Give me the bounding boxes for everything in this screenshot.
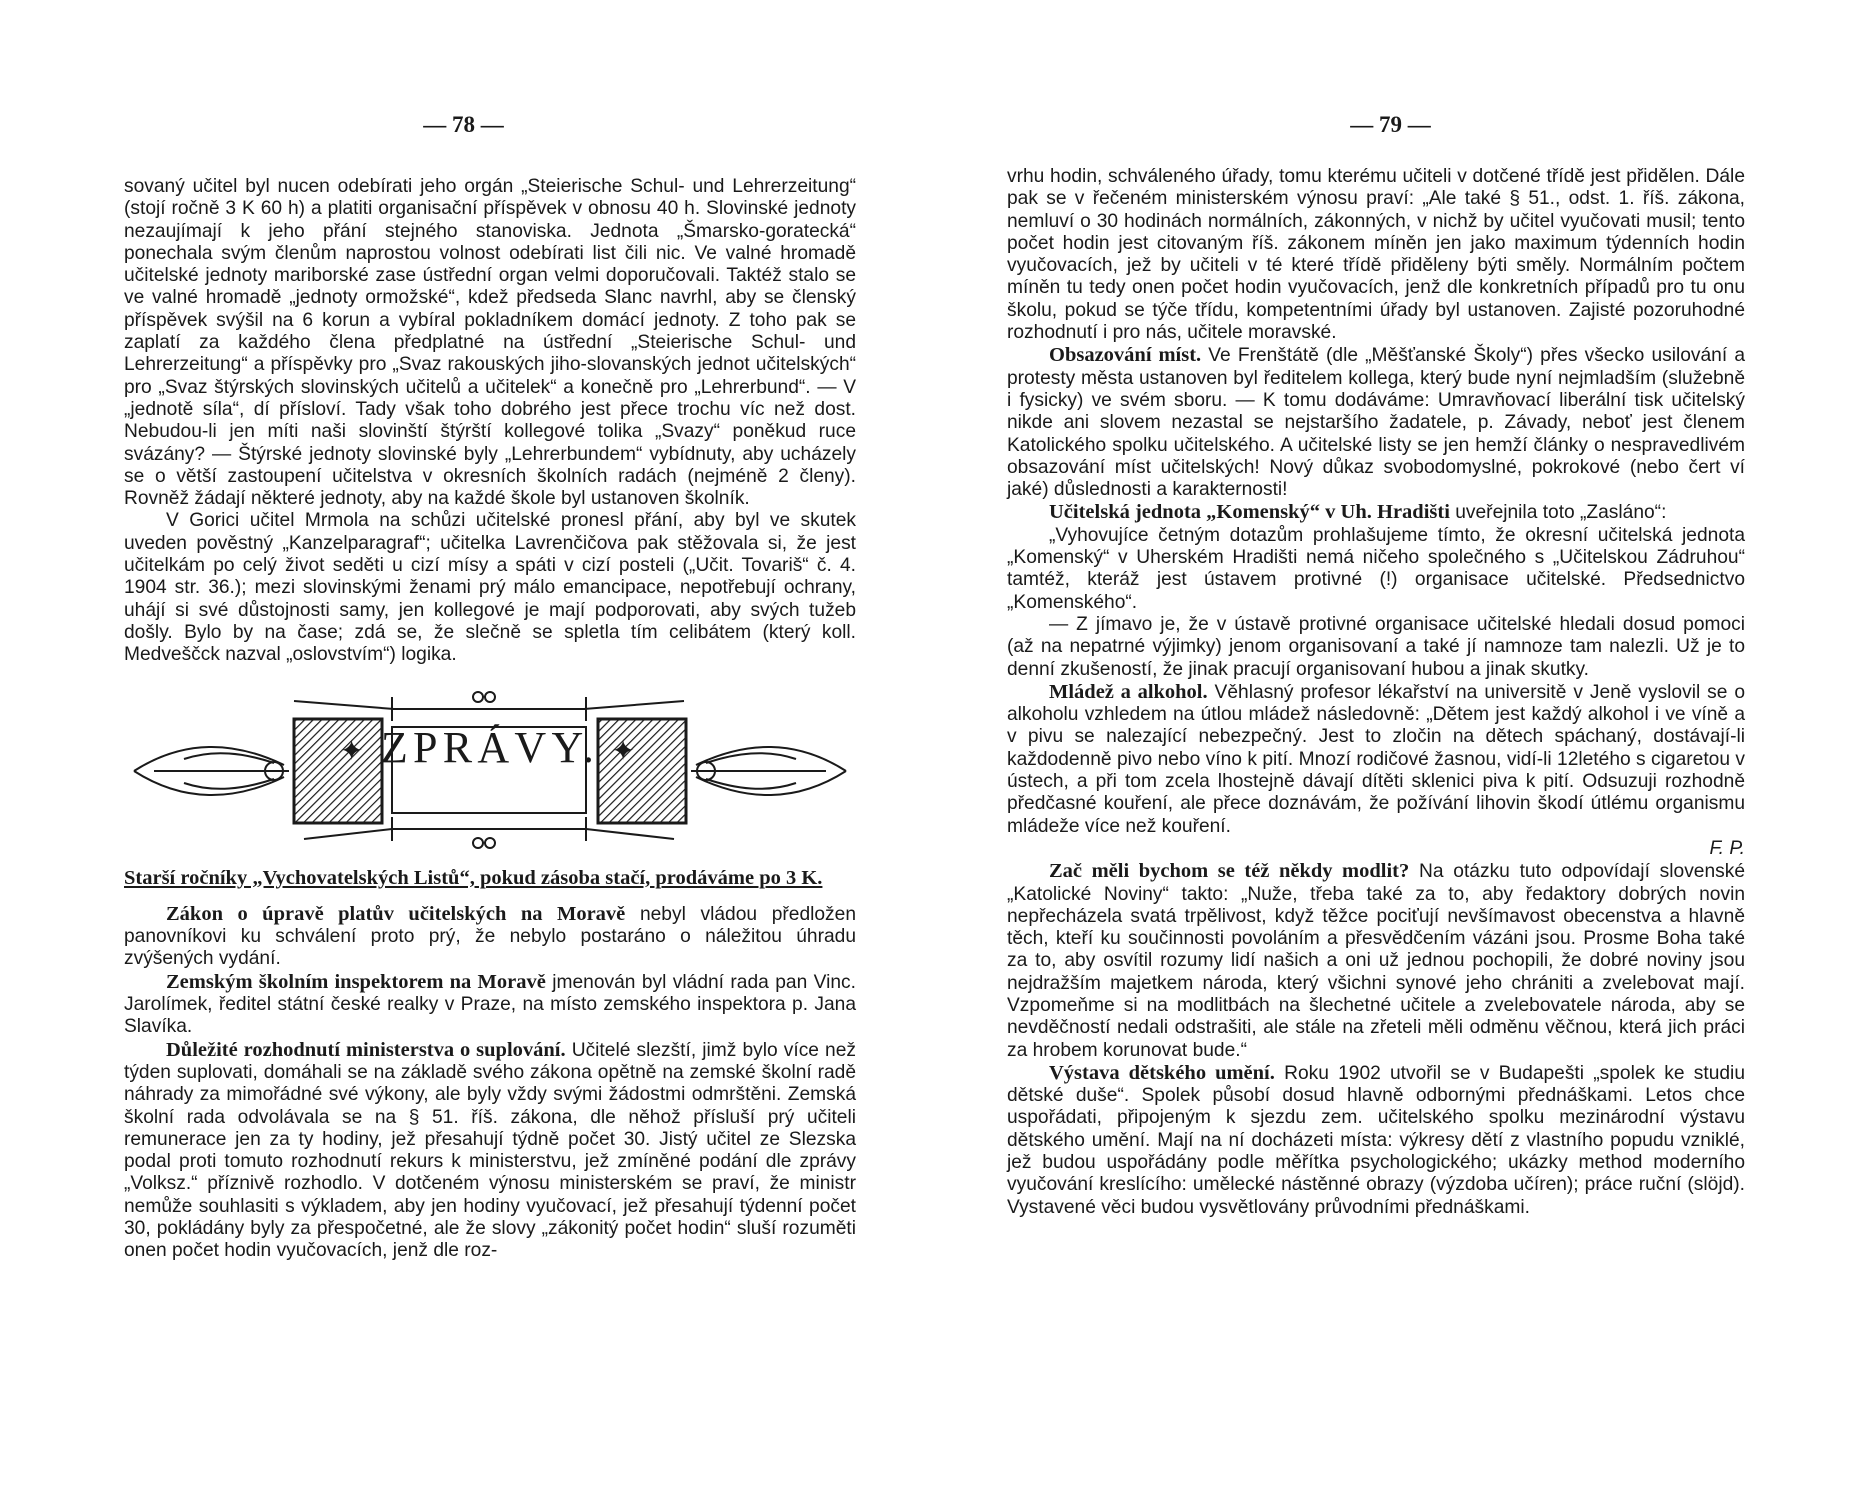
news-item: Zákon o úpravě platův učitelských na Moravě nebyl vládou předložen panovníkovi ku schválení proto prý, že nebylo postaráno o náležitou úhradu zvýšených vydání. [124,902,856,970]
right-page [927,0,1854,1500]
paragraph: vrhu hodin, schváleného úřady, tomu kterému učiteli v dotčené třídě jest přidělen. Dále pak se v řečeném ministerském výnosu praví: „Ale také § 51., odst. 1. říš. zákona, nemluví o 30 hodinách normálních, zákonných, v nichž by učitel vyučovati musil; tento počet hodin jest citovaným říš. zákonem míněn jen jako maximum týdenních hodin vyučovacích, jež by učiteli v té které třídě přiděleny býti směly. Normálním počtem míněn tu tedy onen počet hodin vyučovacích, jenž dle konkretních případů pro tu onu školu, pokud se týče třídu, kompetentními úřady byl ustanoven. Zajisté pozoruhodné rozhodnutí i pro nás, učitele moravské. [1007,166,1745,344]
text-column [1007,166,1745,1219]
author-signature: F. P. [1709,837,1745,859]
news-item: Učitelská jednota „Komenský“ v Uh. Hradišti uveřejnila toto „Zasláno“: [1049,501,1667,524]
news-item: Zač měli bychom se též někdy modlit? Na otázku tuto odpovídají slovenské „Katolické Noviny“ takto: „Nuže, třeba také za to, aby ředaktory dobrých novin nepřecházela svatá trpělivost, když těžce pociťují nevšímavost obecenstva a hlavně těch, kteří ku součinnosti povoláním a přesvědčením vázáni jsou. Prosme Boha také za to, aby osvítil rozumy lidí našich a oni už jednou pochopili, že dobré noviny jsou nejdražším majetkem národa, který všichni synové jeho chrániti a zvelebovat mají. Vzpomeňme si na modlitbách na šlechetné učitele a zvelebovatele národa, aby se nevděčností nedali odstrašiti, ale stále na zřeteli měli odměnu věčnou, která jich práci za hrobem korunovat bude.“ [1007,860,1745,1061]
section-title: ✦ ZPRÁVY. ✦ [339,722,641,772]
news-item: Obsazování míst. Ve Frenštátě (dle „Měšťanské Školy“) přes všecko usilování a protesty města ustanoven byl ředitelem kollega, který bude nyní nejmladším (služebně i fysicky) ve svém sboru. — K tomu dodáváme: Umravňovací liberální tisk učitelský nikde ani slovem nezastal se nejstaršího žadatele, p. Závady, neboť jest členem Katolického spolku učitelského. A učitelské listy se jen hemží články o nespravedlivém obsazování míst učitelských! Nový důkaz svobodomyslné, pokrokové (nebo čert ví jaké) důslednosti a karakternosti! [1007,344,1745,501]
news-item: Důležité rozhodnutí ministerstva o suplování. Učitelé slezští, jimž bylo více než týden suplovati, domáhali se na základě svého zákona opětně na zemské školní radě náhrady za mimořádné své výkony, ale byly vždy svými žádostmi odmrštěni. Zemská školní rada odvolávala se na § 51. říš. zákona, dle něhož přísluší prý učiteli remunerace jen za ty hodiny, jež přesahují týdně počet 30. Jistý učitel ze Slezska podal proti tomuto rozhodnutí rekurs k ministerstvu, jež zmíněné podání dle zprávy „Volksz.“ příznivě rozhodlo. V dotčeném výnosu ministerském se praví, že ministr nemůže souhlasiti s výkladem, aby jen hodiny vyučovací, jež přesahují týdenní počet 30, pokládány byly za přespočetné, ale že slovy „zákonitý počet hodin“ sluší rozuměti onen počet hodin vyučovacích, jenž dle roz- [124,1038,856,1262]
news-item: Zemským školním inspektorem na Moravě jmenován byl vládní rada pan Vinc. Jarolímek, ředitel státní české realky v Praze, na místo zemského inspektora p. Jana Slavíka. [124,970,856,1038]
page-number: — 78 — [423,112,504,137]
page-number: — 79 — [1350,112,1431,137]
section-ornament-banner [124,679,856,861]
paragraph: V Gorici učitel Mrmola na schůzi učitelské pronesl přání, aby byl ve skutek uveden pověstný „Kanzelparagraf“; učitelka Lavrenčičova pak stěžovala si, že jest učitelkám po celý život seděti u cizí mísy a spáti v cizí posteli („Učit. Tovariš“ č. 4. 1904 str. 36.); mezi slovinskými ženami prý málo emancipace, nepotřebují ochrany, uhájí si své důstojnosti samy, jen kollegové je mají podporovati, aby svých tužeb došly. Bylo by na čase; zdá se, že slečně se spletla tím celibátem (který koll. Medveščck nazval „oslovstvím“) logika. [124,510,856,666]
paragraph: — Z jímavo je, že v ústavě protivné organisace učitelské hledali dosud pomoci (až na nepatrné výjimky) jenom organisovaní a také jí namnoze tam nalezli. Už je to denní zkušeností, že jinak pracují organisovaní hubou a jinak skutky. [1007,613,1745,680]
subscription-notice: Starší ročníky „Vychovatelských Listů“, pokud zásoba stačí, prodáváme po 3 K. [124,866,823,889]
quoted-notice: „Vyhovujíce četným dotazům prohlašujeme tímto, že okresní učitelská jednota „Komenský“ v Uherském Hradišti nemá ničeho společného s „Učitelskou Zádruhou“ tamtéž, kteráž jest ústavem protivné (!) organisace učitelské. Předsednictvo „Komenského“. [1007,524,1745,613]
news-item: Mládež a alkohol. Věhlasný profesor lékařství na universitě v Jeně vyslovil se o alkoholu vzhledem na útlou mládež následovně: „Dětem jest každý alkohol i ve víně a v pivu se nalezající nebezpečný. Jest to zločin na dětech spáchaný, dostávají-li každodenně pivo nebo víno k pití. Mnozí rodičové žasnou, vidí-li 12letého s cigaretou v ústech, a při tom zcela lhostejně dávají dítěti sklenici piva k pití. Odsuzuji rozhodně předčasné kouření, ale přece doznávám, že požívání lihovin škodí útlému organismu mládeže více než kouření. [1007,680,1745,837]
news-item: Výstava dětského umění. Roku 1902 utvořil se v Budapešti „spolek ke studiu dětské duše“. Spolek působí dosud hlavně odbornými přednáškami. Letos chce uspořádati, připojeným k sjezdu zem. učitelského spolku mezinárodní výstavu dětského umění. Mají na ní docházeti místa: výkresy dětí z vlastního popudu vzniklé, jež budou uspořádány podle měřítka psychologického; ukázky method moderního vyučování kreslícího: umělecké nástěnné obrazy (výzdoba učíren); práce ruční (slöjd). Vystavené věci budou vysvětlovány průvodními přednáškami. [1007,1061,1745,1218]
paragraph: sovaný učitel byl nucen odebírati jeho orgán „Steierische Schul- und Lehrerzeitung“ (stojí ročně 3 K 60 h) a platiti organisační příspěvek v obnosu 40 h. Slovinské jednoty nezaujímají k jeho přání stejného stanoviska. Jednota „Šmarsko-goratecká“ ponechala svým členům naprostou volnost odebírati list čili nic. Ve valné hromadě učitelské jednoty mariborské zase ústřední organ velmi doporučovali. Taktéž stalo se ve valné hromadě „jednoty ormožské“, kdež předseda Slanc navrhl, aby se členský příspěvek svýšil na 6 korun a vybíral pokladníkem domácí jednoty. Z toho pak se zaplatí za každého člena předplatné na ústřední „Steierische Schul- und Lehrerzeitung“ a příspěvky pro „Svaz rakouských jiho-slovanských jednot učitelských“ pro „Svaz štýrských slovinských učitelů a učitelek“ a konečně pro „Lehrerbund“. — V „jednotě síla“, dí přísloví. Tady však toho dobrého jest přece trochu víc než dost. Nebudou-li jen míti naši slovinští štýrští kollegové tolika „Svazy“ poněkud ruce svázány? — Štýrské jednoty slovinské byly „Lehrerbundem“ vybídnuty, aby ucházely se o větší zastoupení učitelstva v okresních školních radách (nejméně 2 členy). Rovněž žádají některé jednoty, aby na každé škole byl ustanoven školník. [124,176,856,510]
text-column [124,176,856,1263]
